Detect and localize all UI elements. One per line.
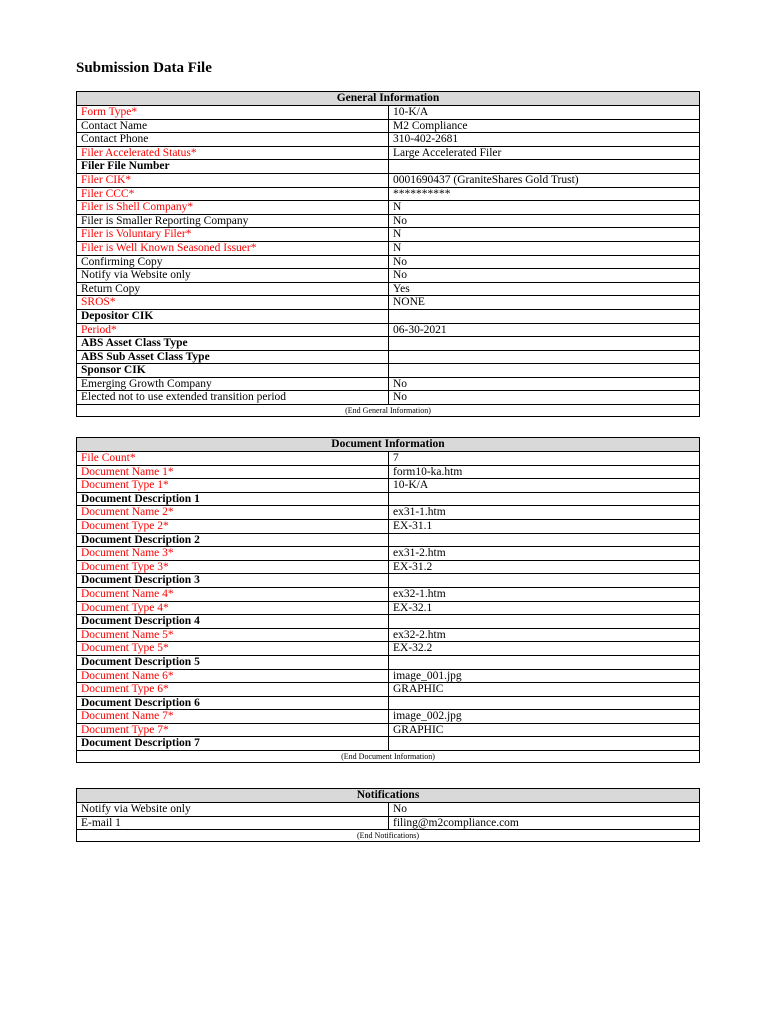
field-value: image_002.jpg [393,710,462,723]
notifications-section [76,788,700,842]
field-label: Filer Accelerated Status* [77,147,389,160]
field-label: Depositor CIK [77,310,389,323]
field-label: Contact Phone [77,133,389,146]
field-label: Sponsor CIK [77,364,389,377]
field-value [389,310,699,323]
table-row [77,364,699,378]
table-row [77,147,699,161]
field-value: ex32-1.htm [393,587,446,600]
field-value: 310-402-2681 [393,133,459,146]
field-label: Document Name 2* [77,506,389,519]
table-row [77,283,699,297]
table-row [77,656,699,670]
field-value [389,337,699,350]
table-row [77,697,699,711]
field-value: GRAPHIC [393,683,444,696]
table-row [77,493,699,507]
table-row [77,133,699,147]
table-row [77,201,699,215]
table-row [77,547,699,561]
field-value [389,493,699,506]
table-row [77,120,699,134]
field-value: No [393,214,408,227]
table-row [77,256,699,270]
field-value: 10-K/A [393,106,429,118]
table-row [77,174,699,188]
table-row [77,561,699,575]
field-label: Contact Name [77,120,389,133]
page-title: Submission Data File [76,60,212,76]
field-label: Filer is Voluntary Filer* [77,228,389,241]
field-value [389,656,699,669]
field-value: filing@m2compliance.com [393,816,519,829]
general-information-section [76,91,700,417]
field-value: EX-31.1 [393,519,433,532]
table-row [77,803,699,817]
field-label: Document Type 4* [77,602,389,615]
field-value: 7 [393,452,399,464]
table-row [77,588,699,602]
table-row [77,479,699,493]
section-header: Document Information [77,438,699,452]
table-row [77,602,699,616]
field-label: Document Name 6* [77,670,389,683]
general-rows [77,106,699,405]
table-row [77,391,699,405]
field-value: No [393,269,408,282]
field-value: No [393,391,408,404]
table-row [77,188,699,202]
field-value: 06-30-2021 [393,323,447,336]
field-label: Document Description 4 [77,615,389,628]
table-row [77,629,699,643]
field-value: ********** [393,187,451,200]
field-value: GRAPHIC [393,723,444,736]
field-label: Document Description 2 [77,534,389,547]
field-value: No [393,255,408,268]
field-value: EX-32.2 [393,642,433,655]
table-row [77,106,699,120]
table-row [77,296,699,310]
table-row [77,506,699,520]
table-row [77,351,699,365]
field-value: 0001690437 (GraniteShares Gold Trust) [393,173,579,186]
field-label: Return Copy [77,283,389,296]
field-value [389,534,699,547]
table-row [77,520,699,534]
table-row [77,269,699,283]
field-value: 10-K/A [393,479,429,492]
field-value: M2 Compliance [393,119,468,132]
field-value [389,737,699,750]
field-label: Document Name 5* [77,629,389,642]
table-row [77,724,699,738]
field-label: Filer CIK* [77,174,389,187]
table-row [77,452,699,466]
field-label: Document Type 1* [77,479,389,492]
field-label: Document Name 4* [77,588,389,601]
table-row [77,710,699,724]
field-value: form10-ka.htm [393,465,463,478]
field-label: Document Type 5* [77,642,389,655]
table-row [77,310,699,324]
table-row [77,324,699,338]
field-value: Yes [393,282,410,295]
table-row [77,817,699,831]
field-value: NONE [393,296,425,309]
field-label: Document Description 3 [77,574,389,587]
table-row [77,615,699,629]
field-label: Form Type* [77,106,389,119]
field-label: Notify via Website only [77,269,389,282]
table-row [77,670,699,684]
field-label: Period* [77,324,389,337]
field-label: Filer is Smaller Reporting Company [77,215,389,228]
table-row [77,466,699,480]
field-label: Filer CCC* [77,188,389,201]
field-label: SROS* [77,296,389,309]
table-row [77,642,699,656]
field-label: Document Description 5 [77,656,389,669]
field-label: Elected not to use extended transition period [77,391,389,404]
field-label: Document Name 3* [77,547,389,560]
field-value [389,160,699,173]
table-row [77,737,699,751]
table-row [77,242,699,256]
field-label: ABS Sub Asset Class Type [77,351,389,364]
field-value: Large Accelerated Filer [393,146,502,159]
table-row [77,228,699,242]
section-header: General Information [77,92,699,106]
field-value: image_001.jpg [393,669,462,682]
field-value [389,351,699,364]
field-value: No [393,377,408,390]
field-label: Confirming Copy [77,256,389,269]
field-label: Filer is Well Known Seasoned Issuer* [77,242,389,255]
field-label: Document Description 6 [77,697,389,710]
table-row [77,574,699,588]
field-label: Emerging Growth Company [77,378,389,391]
field-label: Document Description 7 [77,737,389,750]
field-label: Notify via Website only [77,803,389,816]
field-label: Document Type 7* [77,724,389,737]
section-footer: (End Notifications) [357,831,419,841]
table-row [77,683,699,697]
field-label: E-mail 1 [77,817,389,830]
field-label: Document Description 1 [77,493,389,506]
document-rows [77,452,699,751]
section-header: Notifications [77,789,699,803]
field-label: Filer is Shell Company* [77,201,389,214]
field-value [389,364,699,377]
field-value [389,697,699,710]
field-label: Document Type 3* [77,561,389,574]
notification-rows [77,803,699,830]
field-value: N [393,201,402,214]
table-row [77,337,699,351]
table-row [77,160,699,174]
field-label: Document Name 7* [77,710,389,723]
table-row [77,378,699,392]
field-value: N [393,241,402,254]
field-value [389,615,699,628]
field-label: File Count* [77,452,389,465]
field-value: ex32-2.htm [393,628,446,641]
table-row [77,534,699,548]
field-label: Document Type 6* [77,683,389,696]
field-value: No [393,803,408,815]
field-label: Filer File Number [77,160,389,173]
section-footer: (End Document Information) [341,752,435,762]
field-label: ABS Asset Class Type [77,337,389,350]
field-value [389,574,699,587]
field-value: N [393,228,402,241]
table-row [77,215,699,229]
field-label: Document Name 1* [77,466,389,479]
document-information-section [76,437,700,763]
field-value: EX-31.2 [393,560,433,573]
field-value: ex31-1.htm [393,506,446,519]
field-value: ex31-2.htm [393,547,446,560]
field-value: EX-32.1 [393,601,433,614]
section-footer: (End General Information) [345,406,431,416]
field-label: Document Type 2* [77,520,389,533]
